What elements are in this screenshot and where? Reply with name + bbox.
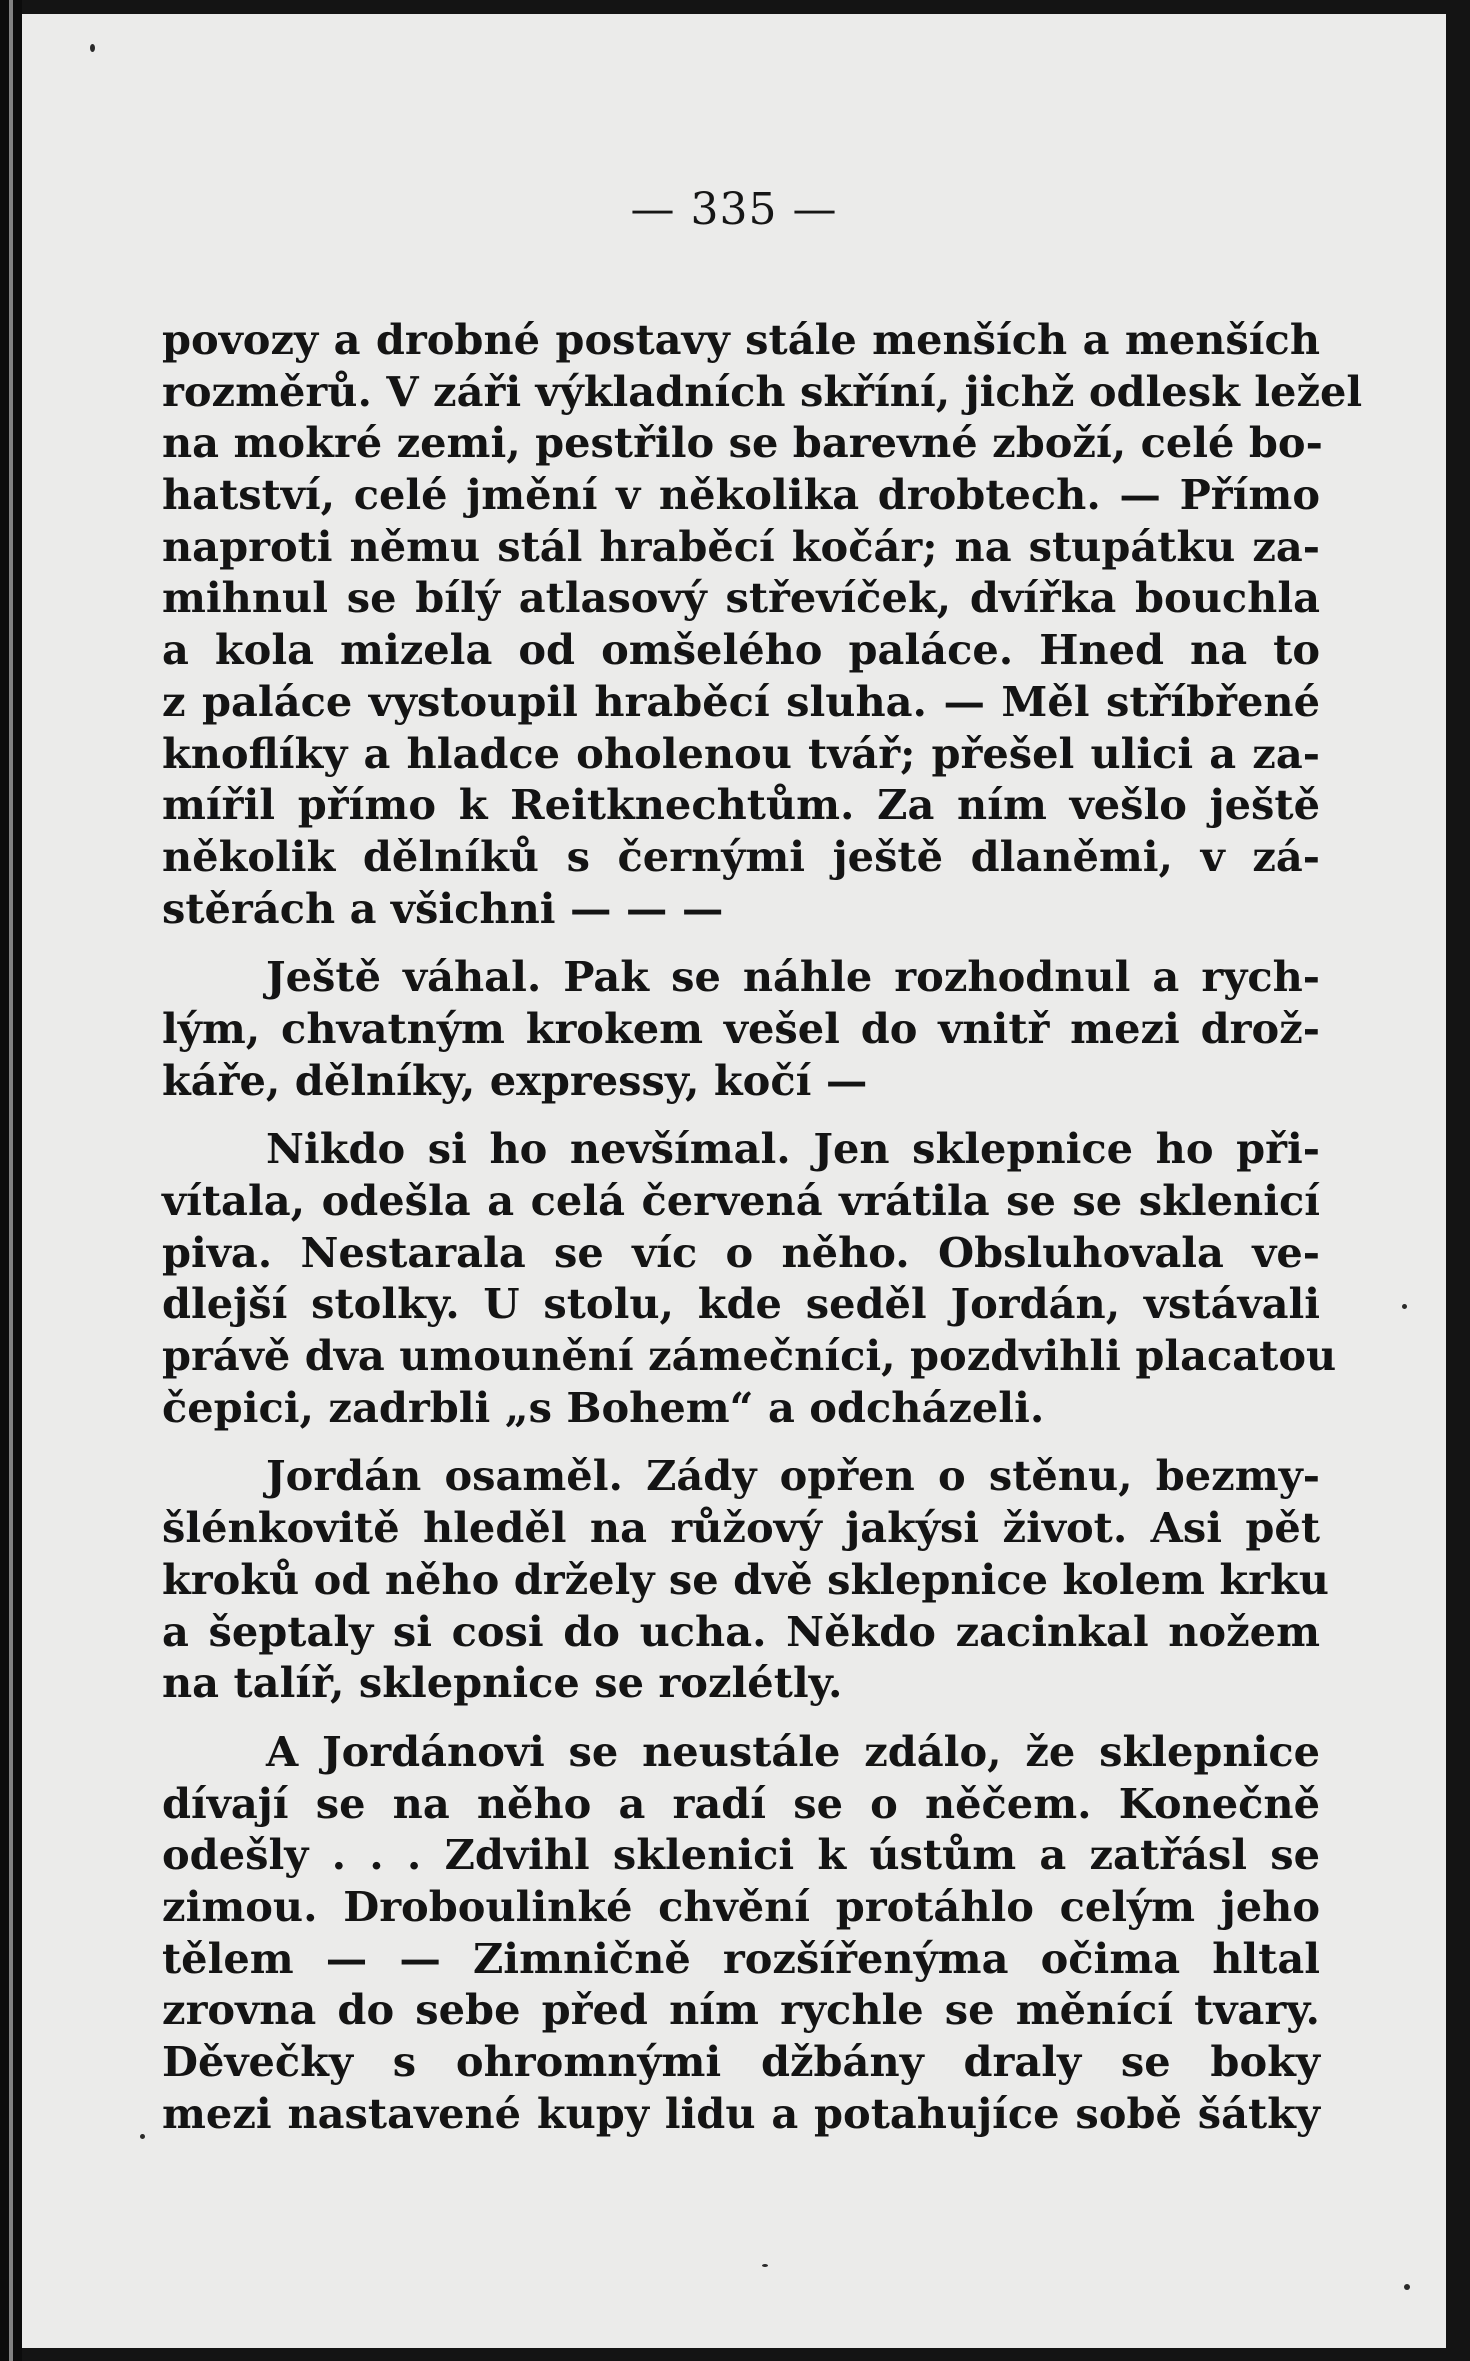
text-line: kroků od něho držely se dvě sklepnice kolem krku: [162, 1554, 1329, 1604]
scan-speck: [762, 2264, 768, 2267]
text-line: čepici, zadrbli „s Bohem“ a odcházeli.: [162, 1382, 1045, 1432]
text-line: několik dělníků s černými ještě dlaněmi, v zá-: [162, 831, 1320, 881]
scan-speck: [1404, 2284, 1410, 2290]
text-line: A Jordánovi se neustále zdálo, že sklepnice: [266, 1726, 1320, 1776]
text-line: stěrách a všichni — — —: [162, 883, 724, 933]
text-line: povozy a drobné postavy stále menších a menších: [162, 315, 1320, 364]
book-page: [22, 14, 1446, 2348]
text-line: na talíř, sklepnice se rozlétly.: [162, 1658, 843, 1708]
text-line: tělem — — Zimničně rozšířenýma očima hltal: [162, 1933, 1320, 1983]
scan-speck: [1402, 1304, 1407, 1309]
text-line: zrovna do sebe před ním rychle se měnící tvary.: [162, 1985, 1320, 2035]
text-line: šlénkovitě hleděl na růžový jakýsi život. Asi pět: [162, 1503, 1320, 1553]
text-line: právě dva umounění zámečníci, pozdvihli placatou: [162, 1331, 1337, 1381]
text-line: z paláce vystoupil hraběcí sluha. — Měl stříbřené: [162, 676, 1320, 726]
text-line: Jordán osaměl. Zády opřen o stěnu, bezmy-: [266, 1451, 1320, 1501]
scan-speck: [140, 2134, 145, 2139]
text-line: káře, dělníky, expressy, kočí —: [162, 1055, 868, 1105]
text-line: mířil přímo k Reitknechtům. Za ním vešlo ještě: [162, 780, 1320, 830]
text-line: naproti němu stál hraběcí kočár; na stupátku za-: [162, 521, 1320, 571]
text-line: odešly . . . Zdvihl sklenici k ústům a zatřásl se: [162, 1830, 1320, 1880]
text-line: dlejší stolky. U stolu, kde seděl Jordán, vstávali: [162, 1279, 1320, 1329]
text-line: mihnul se bílý atlasový střevíček, dvířka bouchla: [162, 573, 1320, 623]
book-spine-edge: [0, 0, 22, 2361]
text-line: mezi nastavené kupy lidu a potahujíce sobě šátky: [162, 2088, 1320, 2138]
text-line: knoflíky a hladce oholenou tvář; přešel ulici a za-: [162, 728, 1320, 778]
text-line: piva. Nestarala se víc o něho. Obsluhovala ve-: [162, 1227, 1320, 1277]
text-line: zimou. Droboulinké chvění protáhlo celým jeho: [162, 1881, 1320, 1931]
text-line: na mokré zemi, pestřilo se barevné zboží, celé bo-: [162, 418, 1323, 468]
spine-highlight: [9, 0, 13, 2361]
scan-speck: [90, 44, 95, 52]
text-line: rozměrů. V záři výkladních skříní, jichž odlesk ležel: [162, 366, 1363, 416]
text-line: a kola mizela od omšelého paláce. Hned na to: [162, 625, 1320, 675]
text-line: Děvečky s ohromnými džbány draly se boky: [162, 2037, 1320, 2086]
page-text: [162, 314, 1363, 2139]
page-number: — 335 —: [630, 184, 838, 235]
text-line: a šeptaly si cosi do ucha. Někdo zacinkal nožem: [162, 1606, 1320, 1656]
text-line: Ještě váhal. Pak se náhle rozhodnul a rych-: [266, 952, 1320, 1002]
text-line: Nikdo si ho nevšímal. Jen sklepnice ho při-: [266, 1124, 1320, 1174]
text-line: dívají se na něho a radí se o něčem. Konečně: [162, 1778, 1320, 1828]
text-line: vítala, odešla a celá červená vrátila se se sklenicí: [162, 1176, 1320, 1225]
text-line: lým, chvatným krokem vešel do vnitř mezi drož-: [162, 1003, 1320, 1053]
text-line: hatství, celé jmění v několika drobtech. — Přímo: [162, 470, 1320, 520]
